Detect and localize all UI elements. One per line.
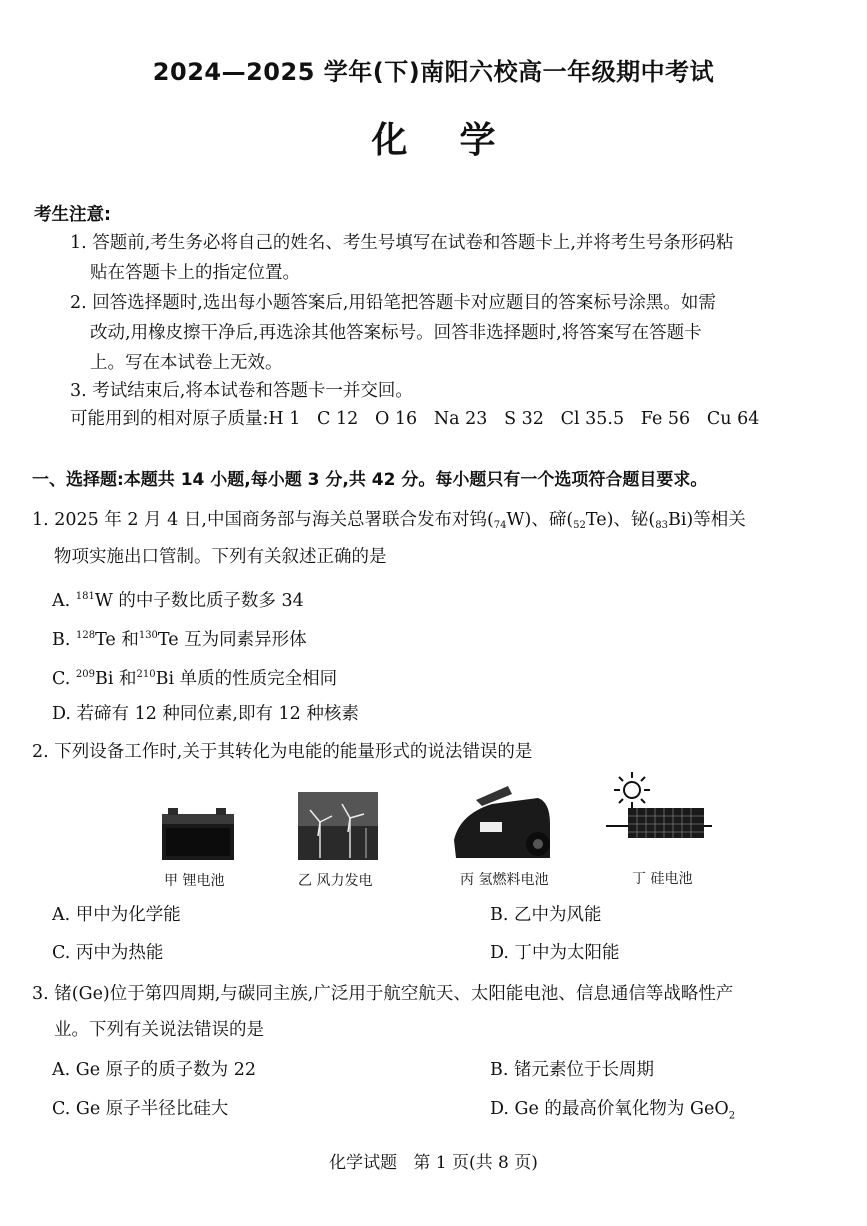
subject-title [0,112,867,163]
q3-stem-line-1: 3. 锗(Ge)位于第四周期,与碳同主族,广泛用于航空航天、太阳能电池、信息通信等战略性产 [32,984,734,1004]
q1-te-symbol: Te)、铋( [585,510,656,530]
q1-bi-atomic-number: 83 [655,520,668,531]
q1-option-b-mass-2: 130 [138,630,158,641]
figure-caption-1: 甲 锂电池 [164,873,225,889]
notice-item-1-line-1: 1. 答题前,考生务必将自己的姓名、考生号填写在试卷和答题卡上,并将考生号条形码粘 [70,233,734,253]
q1-option-c [52,663,337,691]
subject-char-2: 学 [459,120,496,161]
figure-caption-4: 丁 硅电池 [632,871,693,887]
q1-option-b-mid: Te 和 [95,629,139,650]
notice-item-2-line-1: 2. 回答选择题时,选出每小题答案后,用铅笔把答题卡对应题目的答案标号涂黑。如需 [70,293,716,313]
q3-option-d-text: D. Ge 的最高价氧化物为 GeO [490,1099,729,1119]
q1-option-a-text: W 的中子数比质子数多 34 [94,590,304,611]
section-1-heading: 一、选择题:本题共 14 小题,每小题 3 分,共 42 分。每小题只有一个选项符合题目要求。 [32,470,708,490]
q1-text-a: 1. 2025 年 2 月 4 日,中国商务部与海关总署联合发布对钨( [32,510,494,530]
silicon-solar-cell-image [606,770,712,840]
hydrogen-fuel-cell-car-image [452,780,552,864]
q1-option-c-mid: Bi 和 [95,668,137,689]
notice-item-2-line-3: 上。写在本试卷上无效。 [90,353,283,373]
lithium-battery-image [160,806,238,862]
q1-bi-symbol: Bi)等相关 [667,510,746,530]
q1-option-a [52,585,304,613]
q3-stem-line-2: 业。下列有关说法错误的是 [54,1020,264,1040]
atomic-masses: 可能用到的相对原子质量:H 1 C 12 O 16 Na 23 S 32 Cl 35.5 Fe 56 Cu 64 [70,409,760,429]
exam-title: 2024—2025 学年(下)南阳六校高一年级期中考试 [152,58,715,86]
q2-option-a: A. 甲中为化学能 [52,905,181,925]
q3-option-d [490,1097,735,1129]
notice-heading: 考生注意: [34,205,111,225]
notice-item-1-line-2: 贴在答题卡上的指定位置。 [90,263,300,283]
wind-power-image [298,792,378,860]
q1-w-atomic-number: 74 [493,520,507,531]
figure-caption-3: 丙 氢燃料电池 [460,872,549,888]
q1-option-b-label: B. [52,629,76,650]
q1-option-a-label: A. [52,590,76,611]
q1-option-c-mass-2: 210 [136,669,156,680]
q1-option-b-text: Te 互为同素异形体 [157,629,307,650]
q1-option-c-mass-1: 209 [75,669,95,680]
q2-option-d: D. 丁中为太阳能 [490,943,620,963]
q3-option-d-subscript: 2 [728,1110,736,1122]
page-footer: 化学试题 第 1 页(共 8 页) [329,1153,538,1173]
q1-stem-line-2: 物项实施出口管制。下列有关叙述正确的是 [54,547,387,567]
q1-w-symbol: W)、碲( [506,510,574,530]
q3-option-b: B. 锗元素位于长周期 [490,1060,654,1080]
q1-option-b [52,624,307,652]
q1-te-atomic-number: 52 [573,520,586,531]
q1-option-c-label: C. [52,668,76,689]
q2-option-b: B. 乙中为风能 [490,905,602,925]
subject-char-1: 化 [371,120,408,161]
figure-caption-2: 乙 风力发电 [298,873,373,889]
q1-option-c-text: Bi 单质的性质完全相同 [155,668,338,689]
q1-stem-line-1 [32,508,746,538]
q1-option-b-mass-1: 128 [76,630,96,641]
notice-item-3: 3. 考试结束后,将本试卷和答题卡一并交回。 [70,381,413,401]
q3-option-c: C. Ge 原子半径比硅大 [52,1099,229,1119]
q1-option-a-mass-number: 181 [75,591,95,602]
q2-option-c: C. 丙中为热能 [52,943,164,963]
q1-option-d: D. 若碲有 12 种同位素,即有 12 种核素 [52,704,359,724]
q3-option-a: A. Ge 原子的质子数为 22 [52,1060,256,1080]
q2-stem: 2. 下列设备工作时,关于其转化为电能的能量形式的说法错误的是 [32,742,533,762]
notice-item-2-line-2: 改动,用橡皮擦干净后,再选涂其他答案标号。回答非选择题时,将答案写在答题卡 [90,323,702,343]
